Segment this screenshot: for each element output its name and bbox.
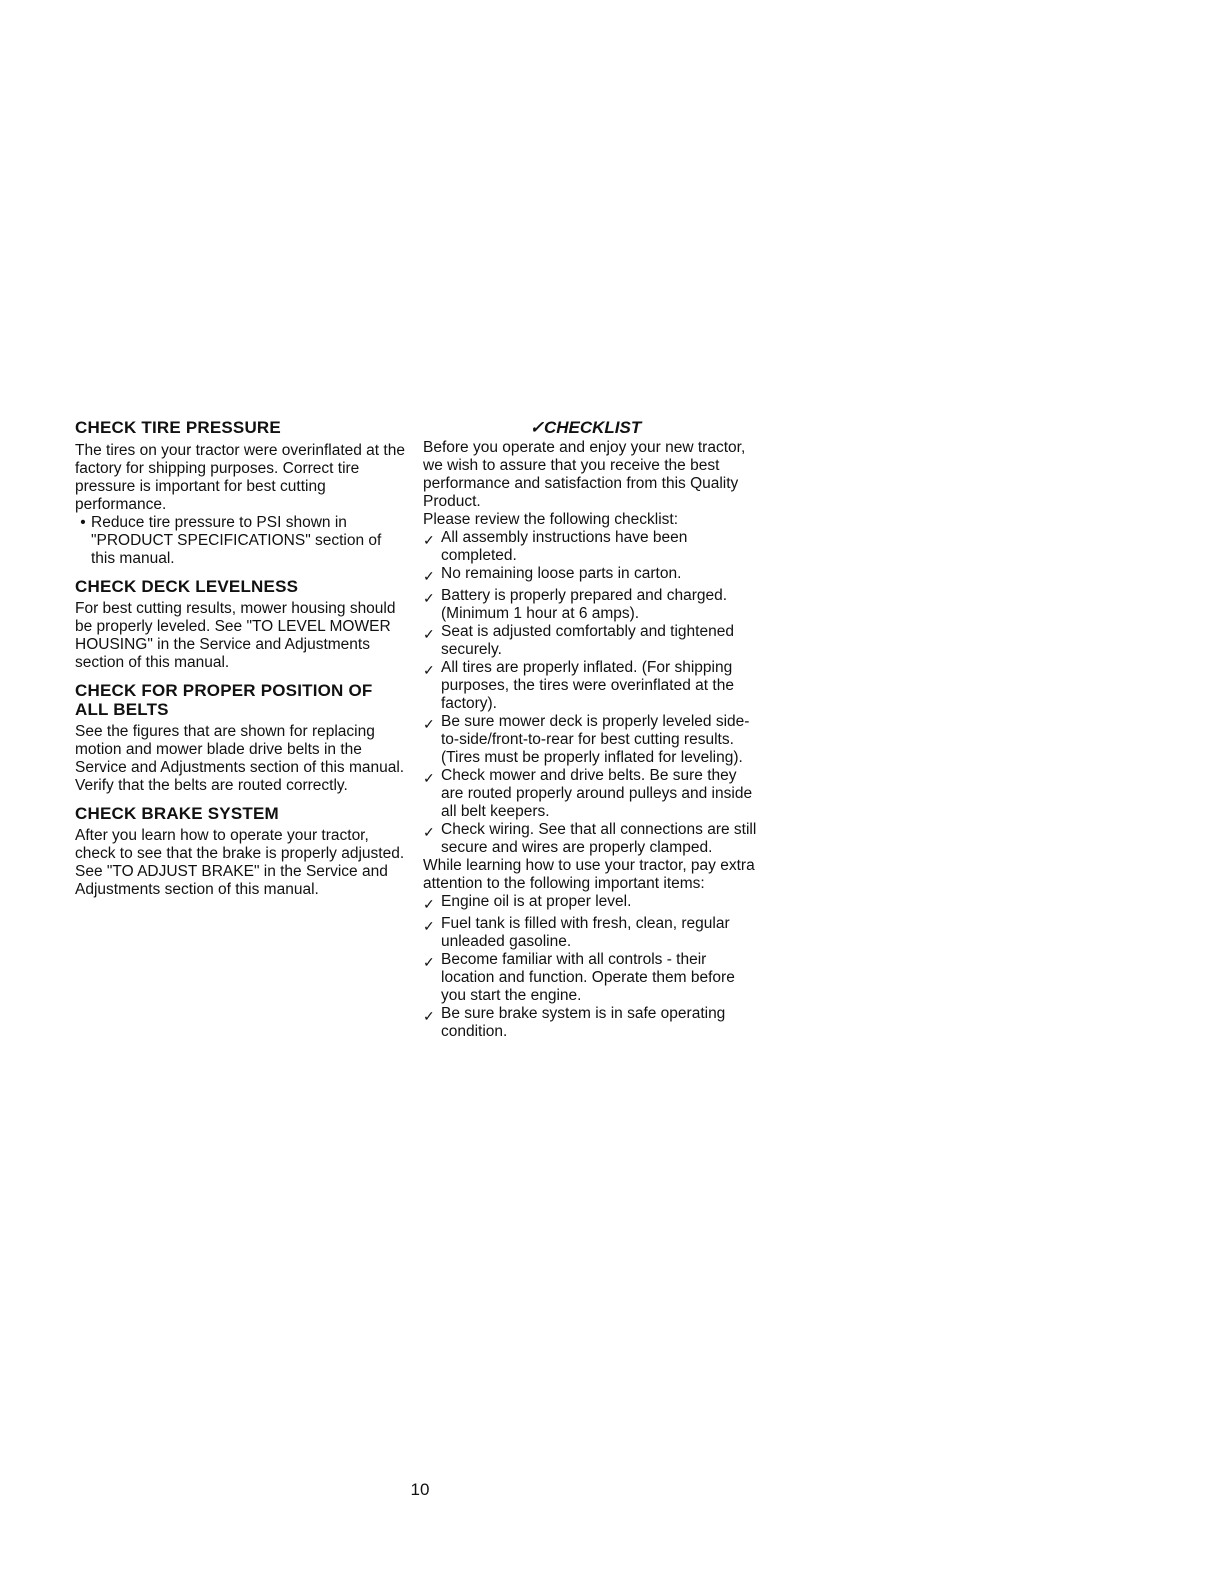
checklist-item (423, 529, 758, 565)
checklist-item (423, 915, 758, 951)
check-mark-icon: ✓ (423, 662, 435, 678)
checklist-item (423, 565, 758, 587)
checklist-item-text: Seat is adjusted comfortably and tightened securely. (441, 623, 734, 658)
section-body: After you learn how to operate your tractor, check to see that the brake is properly adjusted. See "TO ADJUST BRAKE" in the Service and Adjustments section of this manual. (75, 827, 405, 898)
check-mark-icon: ✓ (423, 918, 435, 934)
right-column-checklist (423, 418, 758, 1041)
checklist-review-prompt: Please review the following checklist: (423, 511, 679, 528)
checklist-item-text: Check wiring. See that all connections are still secure and wires are properly clamped. (441, 821, 757, 856)
learning-intro: While learning how to use your tractor, pay extra attention to the following important items: (423, 857, 755, 892)
checklist-item (423, 767, 758, 821)
checklist-item (423, 587, 758, 623)
bullet-text: Reduce tire pressure to PSI shown in "PRODUCT SPECIFICATIONS" section of this manual. (91, 514, 382, 567)
checklist-item-text: Engine oil is at proper level. (441, 893, 632, 910)
checklist-item (423, 713, 758, 767)
checklist-item-text: Be sure mower deck is properly leveled side-to-side/front-to-rear for best cutting results. (Tires must be properly inflated for leveling). (441, 713, 750, 766)
section-deck-levelness (75, 577, 405, 672)
check-mark-icon: ✓ (423, 770, 435, 786)
checklist-item-text: All assembly instructions have been completed. (441, 529, 688, 564)
check-mark-icon: ✓ (423, 568, 435, 584)
checklist-item (423, 623, 758, 659)
section-body: For best cutting results, mower housing should be properly leveled. See "TO LEVEL MOWER HOUSING" in the Service and Adjustments section of this manual. (75, 600, 396, 671)
checklist-item (423, 893, 758, 915)
checklist-title: ✓CHECKLIST (529, 418, 642, 437)
section-heading: CHECK DECK LEVELNESS (75, 577, 299, 596)
checklist-items (423, 529, 758, 857)
checklist-item (423, 951, 758, 1005)
section-heading: CHECK TIRE PRESSURE (75, 418, 281, 437)
page-number: 10 (410, 1480, 430, 1499)
checklist-item-text: Be sure brake system is in safe operating condition. (441, 1005, 726, 1040)
checklist-item-text: Fuel tank is filled with fresh, clean, regular unleaded gasoline. (441, 915, 730, 950)
check-mark-icon: ✓ (423, 716, 435, 732)
check-mark-icon: ✓ (423, 590, 435, 606)
bullet-dot-icon: • (80, 514, 86, 531)
section-body: The tires on your tractor were overinflated at the factory for shipping purposes. Correct tire pressure is important for best cutting performance. (75, 442, 405, 513)
checklist-item (423, 1005, 758, 1041)
section-brake-system (75, 804, 405, 899)
section-belts (75, 681, 405, 795)
checklist-item-text: Check mower and drive belts. Be sure they are routed properly around pulleys and inside all belt keepers. (441, 767, 753, 820)
left-column (75, 418, 405, 908)
section-heading: CHECK FOR PROPER POSITION OF ALL BELTS (75, 681, 373, 719)
check-mark-icon: ✓ (423, 626, 435, 642)
checklist-item-text: No remaining loose parts in carton. (441, 565, 682, 582)
checklist-item-text: Battery is properly prepared and charged. (Minimum 1 hour at 6 amps). (441, 587, 728, 622)
checklist-item-text: All tires are properly inflated. (For shipping purposes, the tires were overinflated at the factory). (441, 659, 734, 712)
check-mark-icon: ✓ (423, 954, 435, 970)
check-mark-icon: ✓ (423, 824, 435, 840)
bullet-item (75, 514, 405, 568)
learning-items (423, 893, 758, 1041)
check-mark-icon: ✓ (423, 532, 435, 548)
section-tire-pressure (75, 418, 405, 568)
check-mark-icon: ✓ (423, 896, 435, 912)
checklist-intro: Before you operate and enjoy your new tractor, we wish to assure that you receive the best performance and satisfaction from this Quality Product. (423, 439, 746, 510)
section-heading: CHECK BRAKE SYSTEM (75, 804, 279, 823)
check-mark-icon: ✓ (423, 1008, 435, 1024)
section-body: See the figures that are shown for replacing motion and mower blade drive belts in the Service and Adjustments section of this manual. Verify that the belts are routed correctly. (75, 723, 405, 794)
checklist-item (423, 821, 758, 857)
checklist-item (423, 659, 758, 713)
checklist-item-text: Become familiar with all controls - their location and function. Operate them before you start the engine. (441, 951, 735, 1004)
